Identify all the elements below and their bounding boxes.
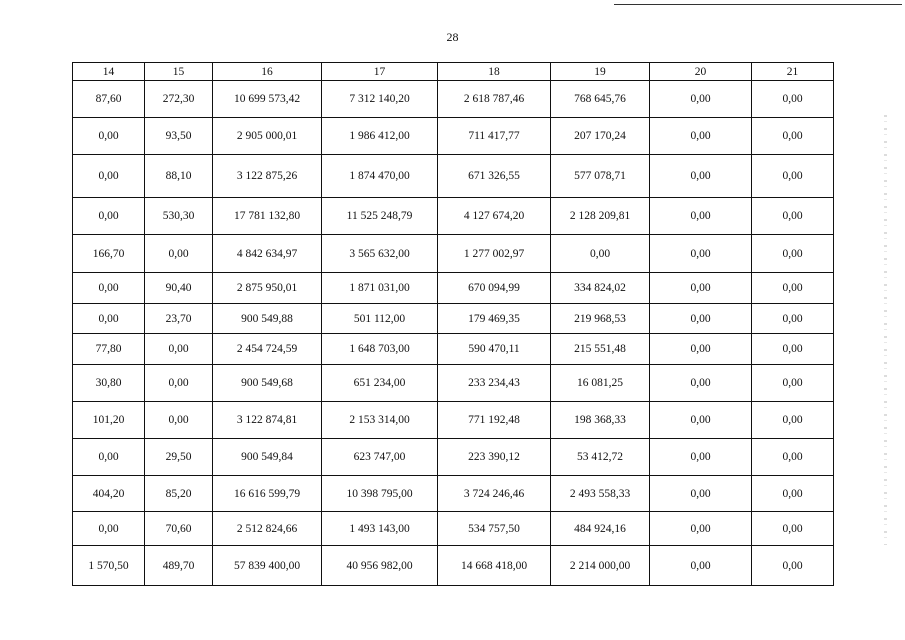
table-cell: 0,00 [752, 476, 834, 512]
table-cell: 10 398 795,00 [322, 476, 438, 512]
table-cell: 0,00 [73, 512, 145, 546]
table-cell: 590 470,11 [438, 334, 551, 365]
table-cell: 0,00 [73, 304, 145, 334]
table-cell: 2 153 314,00 [322, 402, 438, 439]
table-cell: 651 234,00 [322, 365, 438, 402]
header-row [73, 63, 834, 81]
table-cell: 0,00 [752, 546, 834, 586]
table-cell: 11 525 248,79 [322, 198, 438, 235]
table-cell: 0,00 [145, 235, 213, 273]
table-cell: 30,80 [73, 365, 145, 402]
table-cell: 900 549,88 [213, 304, 322, 334]
table-cell: 57 839 400,00 [213, 546, 322, 586]
table-cell: 16 616 599,79 [213, 476, 322, 512]
table-row [73, 118, 834, 155]
table-cell: 534 757,50 [438, 512, 551, 546]
table-row [73, 235, 834, 273]
table-cell: 70,60 [145, 512, 213, 546]
table-cell: 233 234,43 [438, 365, 551, 402]
table-cell: 711 417,77 [438, 118, 551, 155]
table-cell: 101,20 [73, 402, 145, 439]
table-cell: 0,00 [752, 439, 834, 476]
table-cell: 0,00 [752, 155, 834, 198]
table-cell: 1 986 412,00 [322, 118, 438, 155]
table-cell: 0,00 [752, 198, 834, 235]
table-cell: 7 312 140,20 [322, 81, 438, 118]
table-cell: 3 122 875,26 [213, 155, 322, 198]
column-header: 19 [551, 63, 650, 81]
table-cell: 2 214 000,00 [551, 546, 650, 586]
table-cell: 88,10 [145, 155, 213, 198]
table-cell: 0,00 [752, 273, 834, 304]
table-cell: 0,00 [650, 365, 752, 402]
table-body [73, 81, 834, 586]
table-cell: 0,00 [650, 334, 752, 365]
table-cell: 484 924,16 [551, 512, 650, 546]
table-cell: 768 645,76 [551, 81, 650, 118]
table-cell: 0,00 [752, 81, 834, 118]
table-row [73, 304, 834, 334]
table-cell: 3 122 874,81 [213, 402, 322, 439]
column-header: 21 [752, 63, 834, 81]
table-cell: 0,00 [650, 273, 752, 304]
table-cell: 0,00 [650, 304, 752, 334]
table-cell: 0,00 [650, 439, 752, 476]
table-row [73, 198, 834, 235]
table-cell: 0,00 [752, 512, 834, 546]
table-cell: 0,00 [752, 365, 834, 402]
data-table [72, 62, 834, 586]
table-cell: 0,00 [752, 235, 834, 273]
table-cell: 85,20 [145, 476, 213, 512]
table-cell: 223 390,12 [438, 439, 551, 476]
table-cell: 40 956 982,00 [322, 546, 438, 586]
table-row [73, 334, 834, 365]
table-cell: 0,00 [73, 198, 145, 235]
column-header: 16 [213, 63, 322, 81]
table-cell: 530,30 [145, 198, 213, 235]
table-cell: 14 668 418,00 [438, 546, 551, 586]
column-header: 20 [650, 63, 752, 81]
table-cell: 29,50 [145, 439, 213, 476]
table-cell: 2 454 724,59 [213, 334, 322, 365]
table-cell: 2 618 787,46 [438, 81, 551, 118]
table-cell: 489,70 [145, 546, 213, 586]
table-cell: 198 368,33 [551, 402, 650, 439]
table-cell: 53 412,72 [551, 439, 650, 476]
table-cell: 23,70 [145, 304, 213, 334]
table-cell: 87,60 [73, 81, 145, 118]
table-cell: 0,00 [650, 81, 752, 118]
table-row [73, 365, 834, 402]
page-number: 28 [446, 30, 459, 44]
table-cell: 215 551,48 [551, 334, 650, 365]
table-cell: 0,00 [650, 546, 752, 586]
table-cell: 1 570,50 [73, 546, 145, 586]
table-cell: 577 078,71 [551, 155, 650, 198]
table-cell: 16 081,25 [551, 365, 650, 402]
table-cell: 1 871 031,00 [322, 273, 438, 304]
table-cell: 4 842 634,97 [213, 235, 322, 273]
table-cell: 0,00 [650, 198, 752, 235]
table-cell: 272,30 [145, 81, 213, 118]
column-header: 17 [322, 63, 438, 81]
table-cell: 334 824,02 [551, 273, 650, 304]
table-cell: 0,00 [73, 439, 145, 476]
table-row [73, 546, 834, 586]
table-cell: 2 128 209,81 [551, 198, 650, 235]
table-cell: 501 112,00 [322, 304, 438, 334]
table-cell: 900 549,84 [213, 439, 322, 476]
table-cell: 623 747,00 [322, 439, 438, 476]
table-row [73, 402, 834, 439]
top-rule [614, 4, 902, 5]
table-cell: 2 512 824,66 [213, 512, 322, 546]
table-cell: 0,00 [73, 118, 145, 155]
table-cell: 0,00 [145, 402, 213, 439]
table-cell: 0,00 [650, 476, 752, 512]
table-cell: 10 699 573,42 [213, 81, 322, 118]
table-cell: 0,00 [145, 365, 213, 402]
table-cell: 671 326,55 [438, 155, 551, 198]
table-cell: 3 724 246,46 [438, 476, 551, 512]
table-cell: 0,00 [650, 118, 752, 155]
table-cell: 77,80 [73, 334, 145, 365]
table-row [73, 155, 834, 198]
table-cell: 207 170,24 [551, 118, 650, 155]
table-cell: 0,00 [650, 155, 752, 198]
table-cell: 1 648 703,00 [322, 334, 438, 365]
table-cell: 900 549,68 [213, 365, 322, 402]
table-cell: 219 968,53 [551, 304, 650, 334]
table-cell: 0,00 [752, 402, 834, 439]
table-cell: 0,00 [752, 118, 834, 155]
table-cell: 17 781 132,80 [213, 198, 322, 235]
table-row [73, 439, 834, 476]
table-cell: 404,20 [73, 476, 145, 512]
table-cell: 0,00 [650, 512, 752, 546]
table-row [73, 273, 834, 304]
table-cell: 771 192,48 [438, 402, 551, 439]
table-cell: 0,00 [73, 273, 145, 304]
table-cell: 1 874 470,00 [322, 155, 438, 198]
table-cell: 0,00 [752, 304, 834, 334]
table-cell: 0,00 [551, 235, 650, 273]
table-cell: 2 875 950,01 [213, 273, 322, 304]
table-cell: 1 277 002,97 [438, 235, 551, 273]
table-cell: 166,70 [73, 235, 145, 273]
table-cell: 179 469,35 [438, 304, 551, 334]
column-header: 18 [438, 63, 551, 81]
table-cell: 2 905 000,01 [213, 118, 322, 155]
table-cell: 670 094,99 [438, 273, 551, 304]
table-cell: 2 493 558,33 [551, 476, 650, 512]
table-cell: 0,00 [145, 334, 213, 365]
column-header: 14 [73, 63, 145, 81]
table-cell: 0,00 [650, 235, 752, 273]
table-cell: 0,00 [752, 334, 834, 365]
table-cell: 4 127 674,20 [438, 198, 551, 235]
table-cell: 3 565 632,00 [322, 235, 438, 273]
column-header: 15 [145, 63, 213, 81]
table-cell: 0,00 [650, 402, 752, 439]
table-cell: 93,50 [145, 118, 213, 155]
table-row [73, 512, 834, 546]
table-cell: 1 493 143,00 [322, 512, 438, 546]
scan-margin-marks [884, 115, 887, 545]
table-row [73, 476, 834, 512]
table-row [73, 81, 834, 118]
table-cell: 0,00 [73, 155, 145, 198]
table-cell: 90,40 [145, 273, 213, 304]
